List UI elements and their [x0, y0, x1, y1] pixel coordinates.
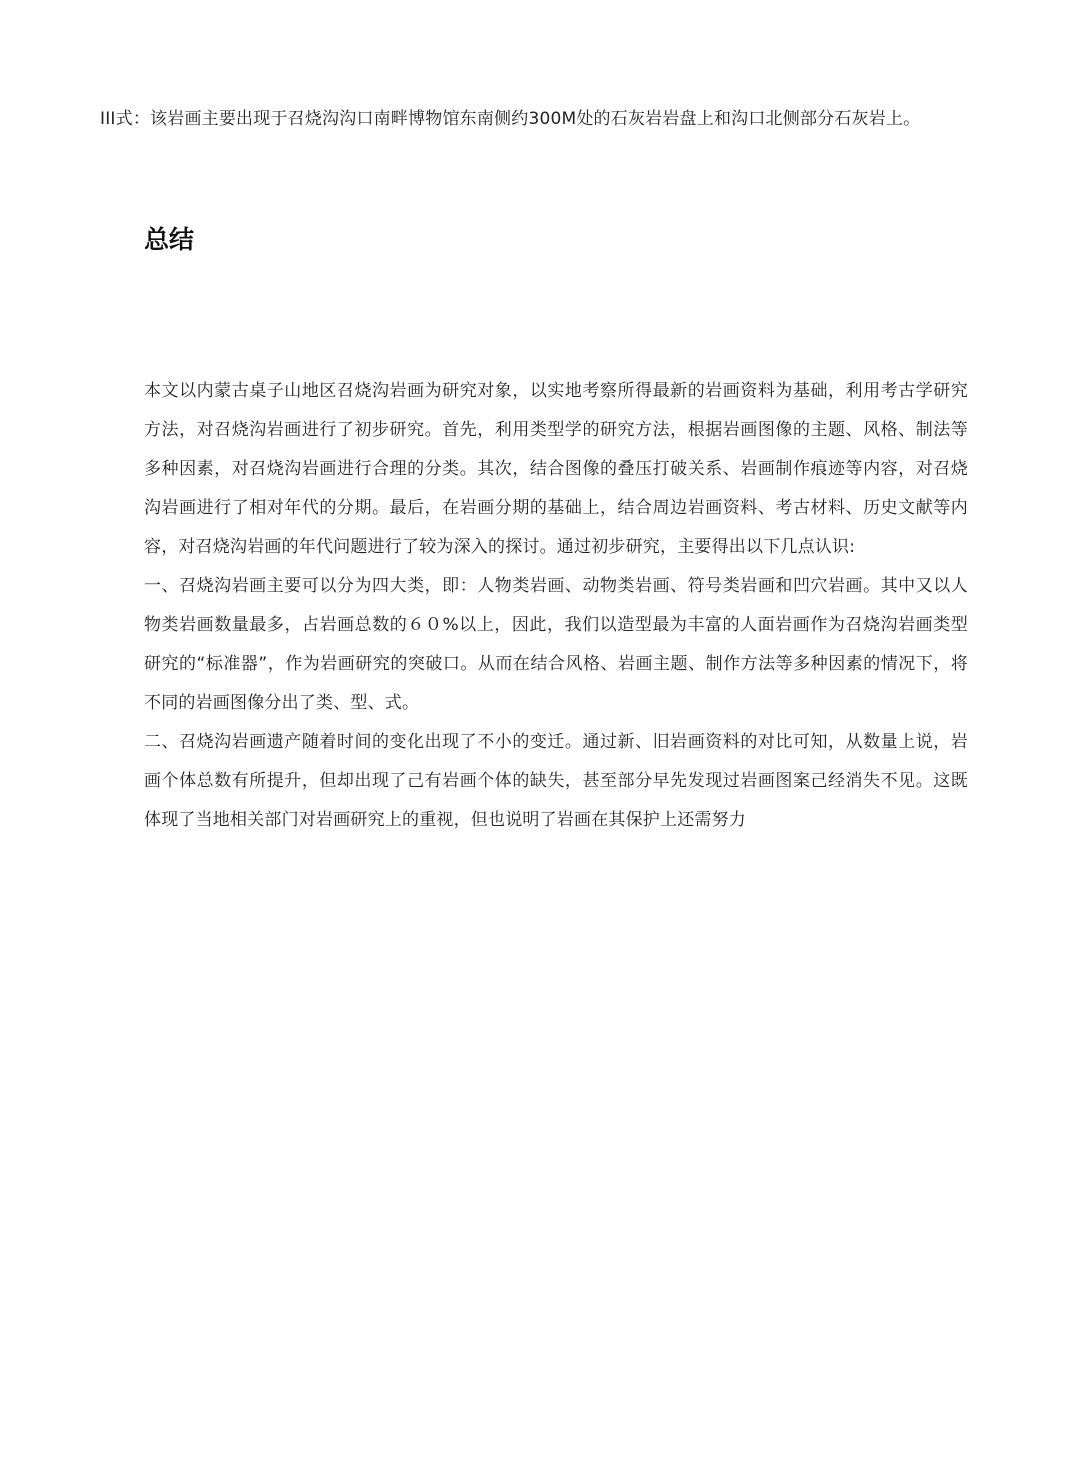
intro-paragraph: III式：该岩画主要出现于召烧沟沟口南畔博物馆东南侧约300M处的石灰岩岩盘上和沟口北侧部分石灰岩上。 [100, 109, 921, 129]
summary-paragraph-2: 一、召烧沟岩画主要可以分为四大类，即：人物类岩画、动物类岩画、符号类岩画和凹穴岩画。其中又以人物类岩画数量最多，占岩画总数的６０%以上，因此，我们以造型最为丰富的人面岩画作为召烧沟岩画类型研究的“标准器”，作为岩画研究的突破口。从而在结合风格、岩画主题、制作方法等多种因素的情况下，将不同的岩画图像分出了类、型、式。 [144, 576, 968, 713]
summary-body [144, 372, 968, 840]
section-heading: 总结 [144, 225, 195, 254]
summary-paragraph-3: 二、召烧沟岩画遗产随着时间的变化出现了不小的变迁。通过新、旧岩画资料的对比可知，从数量上说，岩画个体总数有所提升，但却出现了己有岩画个体的缺失，甚至部分早先发现过岩画图案己经消失不见。这既体现了当地相关部门对岩画研究上的重视，但也说明了岩画在其保护上还需努力 [144, 732, 968, 830]
summary-paragraph-1: 本文以内蒙古桌子山地区召烧沟岩画为研究对象，以实地考察所得最新的岩画资料为基础，利用考古学研究方法，对召烧沟岩画进行了初步研究。首先，利用类型学的研究方法，根据岩画图像的主题、风格、制法等多种因素，对召烧沟岩画进行合理的分类。其次，结合图像的叠压打破关系、岩画制作痕迹等内容，对召烧沟岩画进行了相对年代的分期。最后，在岩画分期的基础上，结合周边岩画资料、考古材料、历史文献等内容，对召烧沟岩画的年代问题进行了较为深入的探讨。通过初步研究，主要得出以下几点认识: [144, 381, 968, 557]
